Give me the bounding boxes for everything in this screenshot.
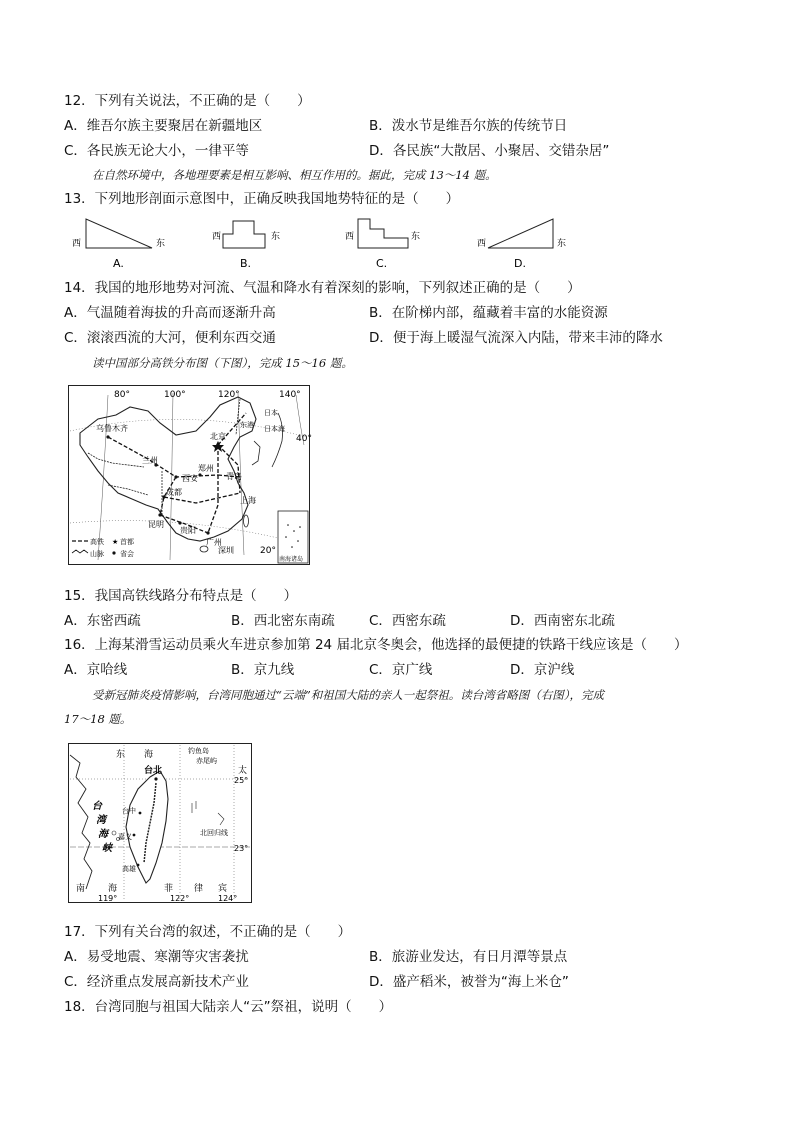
inset-south-china-sea: 南海诸岛 — [279, 556, 304, 563]
lon-120: 120° — [218, 390, 240, 400]
taiwan-map — [68, 743, 252, 903]
svg-text:★: ★ — [112, 538, 119, 546]
city-beijing: 北京 — [210, 432, 226, 441]
q12-option-a: A．维吾尔族主要聚居在新疆地区 — [64, 118, 263, 134]
profile-a-label: A. — [113, 257, 124, 270]
legend-capital: 首都 — [120, 538, 134, 546]
q12-option-d: D．各民族“大散居、小聚居、交错杂居” — [369, 143, 610, 159]
label-fei: 菲 — [164, 884, 174, 894]
label-tai-pacific: 太 — [238, 766, 248, 776]
label-taichung: 台中 — [122, 807, 136, 815]
legend-rail: 高铁 — [90, 538, 104, 546]
label-chiwei: 赤尾屿 — [196, 757, 217, 765]
city-qingdao: 青岛 — [226, 472, 242, 481]
q12-option-c: C．各民族无论大小，一律平等 — [64, 143, 249, 159]
label-strait-1: 台 — [92, 801, 102, 812]
q16-option-a: A．京哈线 — [64, 662, 128, 678]
china-highspeed-rail-map — [68, 385, 310, 565]
label-diaoyu: 钓鱼岛 — [188, 747, 209, 755]
q17-option-d: D．盛产稻米，被誉为“海上米仓” — [369, 974, 569, 990]
city-urumqi: 乌鲁木齐 — [96, 424, 128, 433]
profile-d-west: 西 — [477, 239, 487, 249]
city-guiyang: 贵阳 — [180, 526, 196, 535]
lat-40: 40° — [296, 434, 312, 444]
lon-80: 80° — [114, 390, 130, 400]
q16-option-d: D．京沪线 — [510, 662, 575, 678]
q15-option-b: B．西北密东南疏 — [231, 613, 335, 629]
lon-122: 122° — [170, 894, 190, 903]
label-lv: 律 — [194, 884, 204, 894]
label-sea-of-japan: 日本海 — [264, 425, 285, 433]
profile-a — [72, 219, 165, 270]
q16-stem: 16．上海某滑雪运动员乘火车进京参加第 24 届北京冬奥会，他选择的最便捷的铁路干线应该是（ ） — [64, 637, 688, 653]
label-tropic: 北回归线 — [200, 829, 228, 837]
lat-20: 20° — [260, 546, 276, 556]
intro-17-18-line1: 受新冠肺炎疫情影响，台湾同胞通过“云端”和祖国大陆的亲人一起祭祖。读台湾省略图（右图），完成 — [92, 688, 605, 702]
intro-15-16: 读中国部分高铁分布图（下图），完成 15～16 题。 — [92, 356, 353, 370]
intro-13-14: 在自然环境中，各地理要素是相互影响、相互作用的。据此，完成 13～14 题。 — [92, 168, 497, 182]
label-nan: 南 — [76, 884, 86, 894]
profile-b-east: 东 — [271, 232, 281, 242]
q12-option-b: B．泼水节是维吾尔族的传统节日 — [369, 118, 568, 134]
city-donggang: 东港 — [240, 421, 254, 429]
profile-c-label: C. — [376, 257, 388, 270]
q18-stem: 18．台湾同胞与祖国大陆亲人“云”祭祖，说明（ ） — [64, 999, 393, 1015]
city-shenzhen: 深圳 — [218, 546, 234, 555]
profile-b-west: 西 — [212, 232, 222, 242]
profile-b-label: B. — [240, 257, 252, 270]
profile-d-east: 东 — [557, 239, 567, 249]
profile-a-west: 西 — [72, 239, 82, 249]
label-chiayi: 嘉义 — [118, 833, 132, 841]
q17-option-a: A．易受地震、寒潮等灾害袭扰 — [64, 949, 249, 965]
label-hai-south: 海 — [108, 884, 118, 894]
intro-17-18-line2: 17～18 题。 — [64, 712, 132, 726]
q15-stem: 15．我国高铁线路分布特点是（ ） — [64, 588, 298, 604]
label-bin: 宾 — [218, 884, 228, 894]
q16-option-c: C．京广线 — [369, 662, 433, 678]
terrain-profile-diagrams — [0, 212, 794, 272]
q14-stem: 14．我国的地形地势对河流、气温和降水有着深刻的影响，下列叙述正确的是（ ） — [64, 280, 581, 296]
q15-option-c: C．西密东疏 — [369, 613, 446, 629]
city-zhengzhou: 郑州 — [198, 464, 214, 473]
city-chengdu: 成都 — [166, 488, 182, 497]
label-japan: 日本 — [264, 409, 278, 417]
legend-mountain: 山脉 — [90, 550, 104, 558]
q15-option-a: A．东密西疏 — [64, 613, 141, 629]
label-kaohsiung: 高雄 — [122, 865, 136, 873]
city-kunming: 昆明 — [148, 520, 164, 529]
profile-a-east: 东 — [156, 239, 166, 249]
label-dong: 东 — [116, 750, 126, 760]
lat-23: 23° — [234, 844, 249, 853]
q17-option-b: B．旅游业发达，有日月潭等景点 — [369, 949, 568, 965]
lon-140: 140° — [279, 390, 301, 400]
q14-option-d: D．便于海上暖湿气流深入内陆，带来丰沛的降水 — [369, 330, 663, 346]
label-strait-2: 湾 — [96, 815, 106, 826]
lon-124: 124° — [218, 894, 238, 903]
profile-d — [477, 219, 566, 270]
label-strait-3: 海 — [98, 829, 108, 840]
city-xian: 西安 — [182, 474, 198, 483]
q17-stem: 17．下列有关台湾的叙述，不正确的是（ ） — [64, 924, 352, 940]
label-taipei: 台北 — [144, 766, 163, 776]
city-shanghai: 上海 — [240, 496, 256, 505]
lon-119: 119° — [98, 894, 118, 903]
profile-c-west: 西 — [345, 232, 355, 242]
lon-100: 100° — [164, 390, 186, 400]
q14-option-c: C．滚滚西流的大河，便利东西交通 — [64, 330, 276, 346]
q17-option-c: C．经济重点发展高新技术产业 — [64, 974, 249, 990]
q13-stem: 13．下列地形剖面示意图中，正确反映我国地势特征的是（ ） — [64, 191, 460, 207]
profile-c — [345, 219, 420, 270]
city-guangzhou: 广州 — [206, 538, 222, 547]
profile-b — [212, 221, 280, 270]
q14-option-a: A．气温随着海拔的升高而逐渐升高 — [64, 305, 276, 321]
profile-c-east: 东 — [411, 232, 421, 242]
q14-option-b: B．在阶梯内部，蕴藏着丰富的水能资源 — [369, 305, 608, 321]
q16-option-b: B．京九线 — [231, 662, 295, 678]
q15-option-d: D．西南密东北疏 — [510, 613, 615, 629]
profile-d-label: D. — [514, 257, 526, 270]
label-strait-4: 峡 — [102, 843, 112, 854]
lat-25: 25° — [234, 776, 249, 785]
city-lanzhou: 兰州 — [142, 456, 158, 465]
q12-stem: 12．下列有关说法，不正确的是（ ） — [64, 93, 311, 109]
label-hai: 海 — [144, 750, 154, 760]
legend-prov-capital: 省会 — [120, 550, 134, 558]
